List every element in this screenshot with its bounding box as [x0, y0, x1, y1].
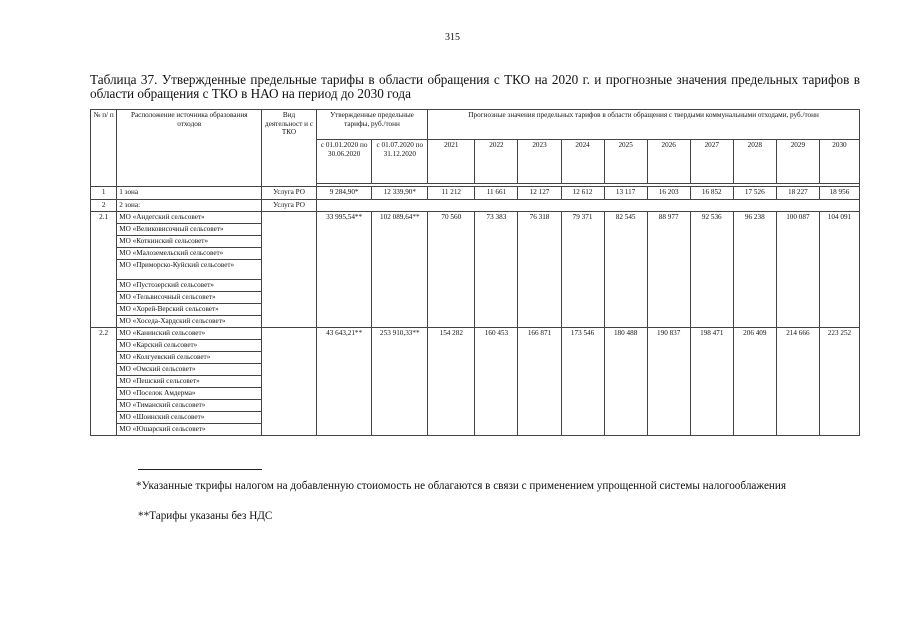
- municipality-name: МО «Пустозерский сельсовет»: [117, 280, 262, 292]
- forecast-value: 73 383: [475, 212, 518, 328]
- forecast-value: 223 252: [819, 328, 859, 436]
- municipality-name: МО «Великовисочный сельсовет»: [117, 224, 262, 236]
- header-number: № п/ п: [91, 110, 117, 187]
- forecast-value: 18 227: [776, 187, 819, 200]
- header-approved-tariffs: Утвержденные предельные тарифы, руб./тонн: [316, 110, 427, 140]
- municipality-name: МО «Хорей-Верский сельсовет»: [117, 304, 262, 316]
- footnote-rule: [138, 469, 262, 470]
- header-year: 2028: [733, 140, 776, 184]
- forecast-value: 198 471: [690, 328, 733, 436]
- header-year: 2030: [819, 140, 859, 184]
- forecast-value: 16 203: [647, 187, 690, 200]
- forecast-value: 12 612: [561, 187, 604, 200]
- forecast-value: 180 488: [604, 328, 647, 436]
- header-year: 2026: [647, 140, 690, 184]
- footnote-vat-exempt: *Указанные ткрифы налогом на добавленную стоиомость не облагаются в связи с применением упрощенной системы налогооблажения: [136, 480, 787, 492]
- header-year: 2021: [428, 140, 475, 184]
- municipality-name: МО «Карский сельсовет»: [117, 340, 262, 352]
- forecast-value: 173 546: [561, 328, 604, 436]
- tariff-period-1: 9 284,90*: [316, 187, 372, 200]
- forecast-value: 11 212: [428, 187, 475, 200]
- municipality-name: МО «Омский сельсовет»: [117, 364, 262, 376]
- header-source: Расположение источника образования отходов: [117, 110, 262, 187]
- header-period-2: с 01.07.2020 по 31.12.2020: [372, 140, 428, 184]
- row-number: 2.2: [91, 328, 117, 436]
- zone-name: 2 зона:: [117, 200, 262, 212]
- municipality-name: МО «Шоинский сельсовет»: [117, 412, 262, 424]
- header-year: 2024: [561, 140, 604, 184]
- municipality-name: МО «Пешский сельсовет»: [117, 376, 262, 388]
- tariff-t2: 102 089,64**: [372, 212, 428, 328]
- forecast-value: 17 526: [733, 187, 776, 200]
- municipality-name: МО «Коткинский сельсовет»: [117, 236, 262, 248]
- activity-type: [262, 328, 317, 436]
- header-activity: Вид деятельност и с ТКО: [262, 110, 317, 187]
- tariff-t2: 253 910,33**: [372, 328, 428, 436]
- forecast-value: 82 545: [604, 212, 647, 328]
- municipality-name: МО «Канинский сельсовет»: [117, 328, 262, 340]
- forecast-value: 79 371: [561, 212, 604, 328]
- municipality-name: МО «Тиманский сельсовет»: [117, 400, 262, 412]
- forecast-value: 214 666: [776, 328, 819, 436]
- municipality-name: МО «Тельвисочный сельсовет»: [117, 292, 262, 304]
- forecast-value: 104 091: [819, 212, 859, 328]
- forecast-value: 11 661: [475, 187, 518, 200]
- zone-name: 1 зона: [117, 187, 262, 200]
- municipality-name: МО «Малоземельский сельсовет»: [117, 248, 262, 260]
- municipality-name: МО «Хоседа-Хардский сельсовет»: [117, 316, 262, 328]
- row-number: 2.1: [91, 212, 117, 328]
- municipality-name: МО «Колгуевский сельсовет»: [117, 352, 262, 364]
- activity-type: [262, 212, 317, 328]
- forecast-value: 12 127: [518, 187, 561, 200]
- activity-type: Услуга РО: [262, 200, 317, 212]
- row-number: 1: [91, 187, 117, 200]
- tariff-period-2: 12 339,90*: [372, 187, 428, 200]
- forecast-value: 166 871: [518, 328, 561, 436]
- forecast-value: 13 117: [604, 187, 647, 200]
- header-year: 2029: [776, 140, 819, 184]
- tariff-table: [90, 109, 860, 436]
- forecast-value: 88 977: [647, 212, 690, 328]
- forecast-value: 16 852: [690, 187, 733, 200]
- forecast-value: 96 238: [733, 212, 776, 328]
- activity-type: Услуга РО: [262, 187, 317, 200]
- municipality-name: МО «Поселок Амдерма»: [117, 388, 262, 400]
- forecast-value: 76 318: [518, 212, 561, 328]
- forecast-value: 70 560: [428, 212, 475, 328]
- footnote-no-vat: **Тарифы указаны без НДС: [138, 510, 273, 522]
- municipality-name: МО «Андегский сельсовет»: [117, 212, 262, 224]
- header-year: 2023: [518, 140, 561, 184]
- row-number: 2: [91, 200, 117, 212]
- header-period-1: с 01.01.2020 по 30.06.2020: [316, 140, 372, 184]
- tariff-t1: 43 643,21**: [316, 328, 372, 436]
- table-title: Таблица 37. Утвержденные предельные тарифы в области обращения с ТКО на 2020 г. и прогнозные значения предельных тарифов в области обращения с ТКО в НАО на период до 2030 года: [90, 72, 860, 101]
- header-year: 2022: [475, 140, 518, 184]
- header-forecast-tariffs: Прогнозные значения предельных тарифов в области обращения с твердыми коммунальными отходами, руб./тонн: [428, 110, 860, 140]
- header-year: 2027: [690, 140, 733, 184]
- forecast-value: 206 409: [733, 328, 776, 436]
- forecast-value: 154 282: [428, 328, 475, 436]
- forecast-value: 190 837: [647, 328, 690, 436]
- tariff-t1: 33 995,54**: [316, 212, 372, 328]
- page-number: 315: [445, 32, 460, 43]
- municipality-name: МО «Приморско-Куйский сельсовет»: [117, 260, 262, 280]
- header-year: 2025: [604, 140, 647, 184]
- forecast-value: 92 536: [690, 212, 733, 328]
- forecast-value: 160 453: [475, 328, 518, 436]
- forecast-value: 18 956: [819, 187, 859, 200]
- forecast-value: 100 087: [776, 212, 819, 328]
- municipality-name: МО «Юшарский сельсовет»: [117, 424, 262, 436]
